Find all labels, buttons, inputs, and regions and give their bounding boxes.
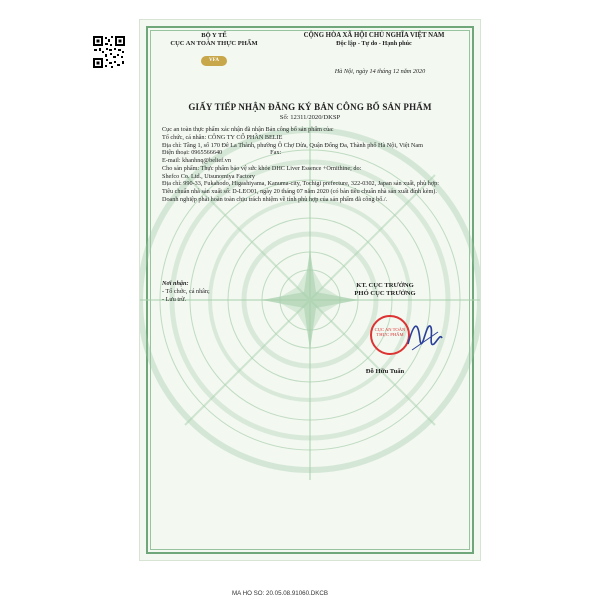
contact-line: [162, 149, 462, 157]
signer-name: Đỗ Hữu Tuấn: [365, 368, 405, 375]
recipients: [162, 280, 282, 304]
agency-logo: VFA: [201, 56, 227, 66]
body-line: Cục an toàn thực phẩm xác nhận đã nhận Bản công bố sản phẩm của:: [162, 126, 334, 133]
body-line: Địa chỉ: 990-33, Fukahodo, Higashiyama, Kanuma-city, Tochigi prefecture, 322-0302, Japan sản xuất, phù hợp:: [162, 180, 439, 188]
official-stamp: CỤC AN TOÀN THỰC PHẨM: [370, 315, 410, 355]
body-line: Tiêu chuẩn nhà sản xuất số: D-LEO01, ngày 20 tháng 07 năm 2020 (có bản tiêu chuẩn nhà sản xuất đính kèm).: [162, 188, 437, 195]
phone: Điện thoại: 0965566640: [162, 149, 223, 157]
signature-icon: [404, 314, 444, 358]
signer-title-line: KT. CỤC TRƯỞNG: [356, 282, 414, 289]
certificate: [140, 20, 480, 560]
signer-title: [310, 282, 460, 298]
body-line: Tổ chức, cá nhân: CÔNG TY CỔ PHẦN BELIE: [162, 133, 283, 141]
body-line: Shefco Co. Ltd., Utsunomiya Factory: [162, 172, 255, 180]
document-body: [162, 126, 462, 204]
signer-title-line: PHÓ CỤC TRƯỞNG: [354, 290, 416, 298]
body-line: Doanh nghiệp phải hoàn toàn chịu trách nhiệm về tính phù hợp của sản phẩm đã công bố./.: [162, 195, 388, 203]
email: E-mail: khanhnq@belief.vn: [162, 157, 231, 164]
agency-name: CỤC AN TOÀN THỰC PHẨM: [170, 40, 258, 48]
recipient-item: - Lưu trữ.: [162, 296, 187, 304]
file-code: MA HO SO: 20.05.08.91060.DKCB: [232, 590, 328, 597]
national-header: [276, 32, 472, 48]
document-title: GIẤY TIẾP NHẬN ĐĂNG KÝ BẢN CÔNG BỐ SẢN PHẨM: [188, 102, 432, 112]
recipients-label: Nơi nhận:: [162, 280, 189, 287]
recipient-item: - Tổ chức, cá nhân;: [162, 288, 210, 296]
body-line: Địa chỉ: Tầng 1, số 170 Đê La Thành, phường Ô Chợ Dừa, Quận Đống Đa, Thành phố Hà Nội, Việt Nam: [162, 141, 423, 149]
issue-date: Hà Nội, ngày 14 tháng 12 năm 2020: [334, 68, 426, 75]
fax: Fax:: [270, 149, 282, 157]
issuer-header: [154, 32, 274, 48]
motto: Độc lập - Tự do - Hạnh phúc: [336, 40, 412, 48]
body-line: Cho sản phẩm: Thực phẩm bảo vệ sức khỏe DHC Liver Essence +Ornithine; do:: [162, 164, 362, 172]
ministry-name: BỘ Y TẾ: [201, 32, 227, 39]
qr-code-icon: [92, 35, 126, 69]
country-name: CỘNG HÒA XÃ HỘI CHỦ NGHĨA VIỆT NAM: [303, 32, 445, 39]
document-number: Số: 12311/2020/DKSP: [279, 114, 341, 121]
